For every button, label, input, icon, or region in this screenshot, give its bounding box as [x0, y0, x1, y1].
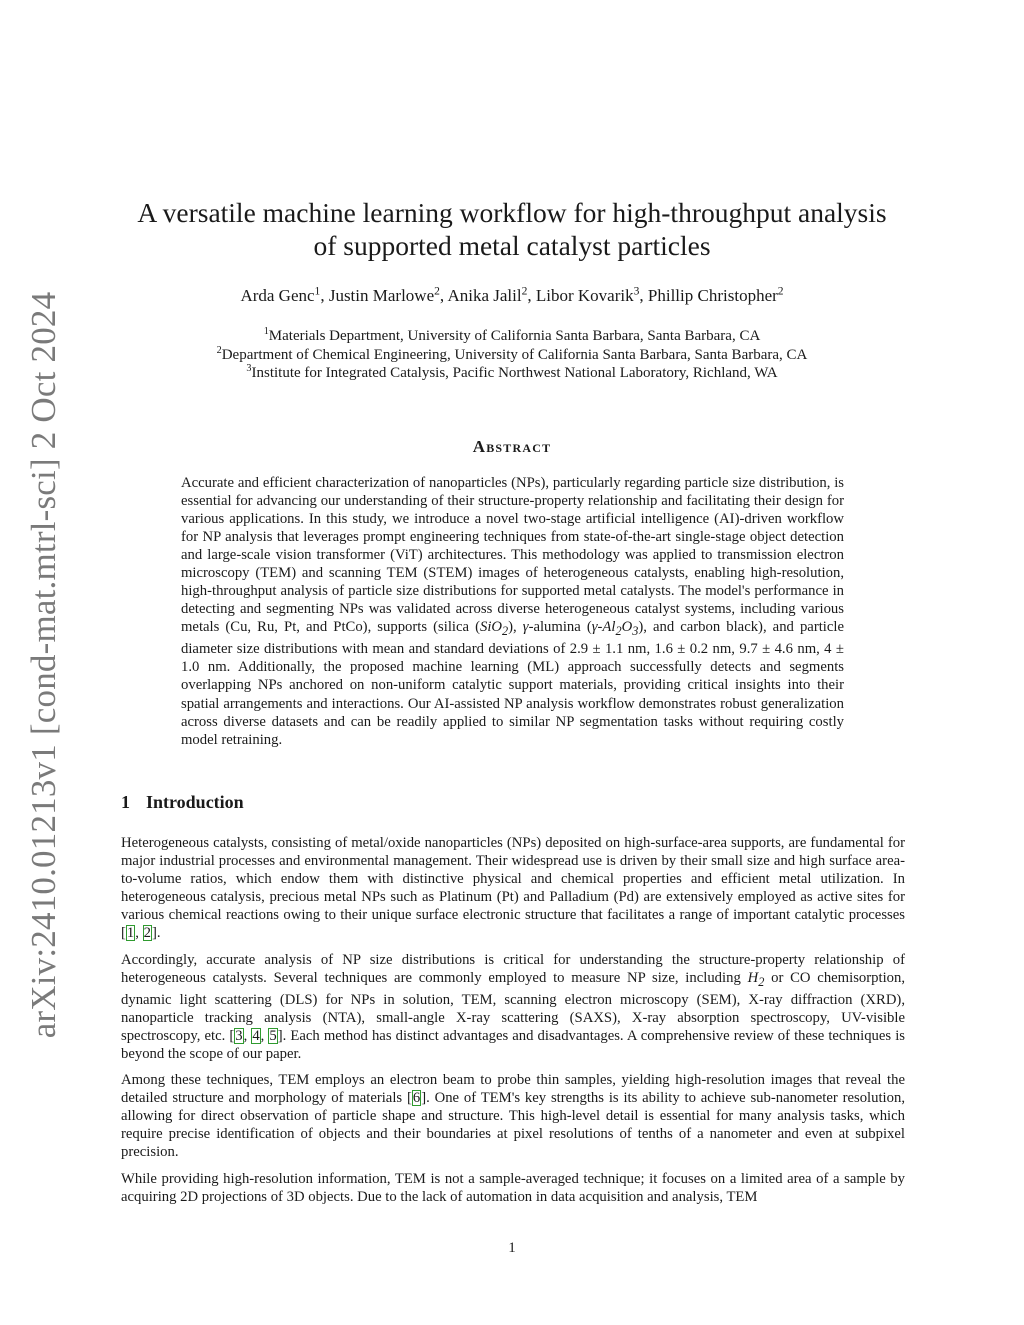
- paragraph-text-run: While providing high-resolution information, TEM is not a sample-averaged technique; it focuses on a limited area of a sample by acquiring 2D projections of 3D objects. Due to the lack of automation in data acquisition and analysis, TEM: [121, 1170, 905, 1205]
- math-symbol: H: [747, 969, 759, 986]
- author-name: Phillip Christopher: [647, 286, 778, 305]
- affiliation-text: Materials Department, University of California Santa Barbara, Santa Barbara, CA: [268, 328, 761, 344]
- paragraph-1: [121, 834, 905, 943]
- math-subscript: 2: [615, 624, 622, 639]
- paragraph-text-run: Accordingly, accurate analysis of NP size distributions is critical for understanding the structure-property relationship of heterogeneous catalysts. Several techniques are commonly employed to measure NP size, including: [121, 951, 905, 986]
- math-subscript: 3: [632, 624, 639, 639]
- arxiv-identifier: arXiv:2410.01213v1 [cond-mat.mtrl-sci] 2 Oct 2024: [24, 291, 63, 1039]
- citation-link[interactable]: 2: [143, 925, 151, 942]
- affiliation-line: [100, 346, 924, 365]
- section-title: Introduction: [146, 792, 244, 812]
- paragraph-text-run: ].: [151, 925, 161, 942]
- introduction-body: [121, 834, 905, 1214]
- author-affil-mark: 3: [633, 284, 640, 298]
- affiliation-text: Institute for Integrated Catalysis, Pacific Northwest National Laboratory, Richland, WA: [251, 365, 778, 381]
- paragraph-text-run: ,: [260, 1027, 269, 1044]
- math-gamma: γ: [522, 619, 529, 636]
- paragraph-text-run: Among these techniques, TEM employs an electron beam to probe thin samples, yielding high-resolution images that reveal the detailed structure and morphology of materials [: [121, 1072, 905, 1107]
- paragraph-text-run: ,: [243, 1027, 252, 1044]
- affiliation-line: [100, 327, 924, 346]
- author-affil-mark: 2: [434, 284, 440, 298]
- author-affil-mark: 2: [777, 284, 784, 298]
- paragraph-3: [121, 1071, 905, 1161]
- author-affil-mark: 1: [314, 284, 321, 298]
- paragraph-text-run: Heterogeneous catalysts, consisting of metal/oxide nanoparticles (NPs) deposited on high-surface-area supports, are fundamental for major industrial processes and environmental management. Their widespread use is driven by their small size and high surface area-to-volume ratios, which endow them with distinctive physical and chemical properties and efficient metal utilization. In heterogeneous catalysis, precious metal NPs such as Platinum (Pt) and Palladium (Pd) are extensively employed as active sites for various chemical reactions owing to their unique surface electronic structure that facilitates a range of important catalytic processes [: [121, 835, 905, 942]
- math-symbol: Al: [602, 619, 616, 636]
- paragraph-text-run: ]. Each method has distinct advantages and disadvantages. A comprehensive review of these techniques is beyond the scope of our paper.: [121, 1027, 906, 1062]
- math-gamma: γ: [591, 619, 598, 636]
- abstract-text-run: -alumina (: [528, 619, 592, 636]
- paragraph-text-run: or CO chemisorption, dynamic light scattering (DLS) for NPs in solution, TEM, scanning electron microscopy (SEM), X-ray diffraction (XRD), nanoparticle tracking analysis (NTA), small-angle X-ray scattering (SAXS), X-ray absorption spectroscopy, UV-visible spectroscopy, etc. [: [121, 969, 906, 1044]
- citation-link[interactable]: 6: [412, 1090, 421, 1107]
- paper-title: [100, 196, 924, 262]
- author-name: Libor Kovarik: [535, 286, 634, 305]
- author-list: Arda Genc$^1$, Justin Marlowe$^2$, Anika Jalil$^2$, Libor Kovarik$^3$, Phillip Christopher$^2$: [240, 284, 784, 305]
- title-line-1: A versatile machine learning workflow for high-throughput analysis: [137, 197, 887, 228]
- math-al2o3: [602, 619, 639, 639]
- abstract-heading: Abstract: [472, 437, 552, 456]
- affiliation-mark: 2: [216, 344, 222, 356]
- abstract-text: [181, 474, 844, 749]
- math-symbol: SiO: [479, 619, 503, 636]
- paragraph-text-run: ]. One of TEM's key strengths is its ability to achieve sub-nanometer resolution, allowing for direct observation of particle shape and structure. This high-level detail is essential for many analysis tasks, which require precise identification of objects and their boundaries at pixel resolutions of tenths of a nanometer and even at subpixel precision.: [121, 1090, 905, 1161]
- math-subscript: 2: [502, 624, 509, 639]
- math-h2: [747, 969, 765, 989]
- paragraph-4: [121, 1170, 905, 1206]
- section-number: 1: [121, 792, 130, 812]
- affiliation-line: [100, 364, 924, 383]
- page-number: 1: [508, 1240, 516, 1256]
- abstract-text-run: ),: [508, 619, 523, 636]
- affiliation-mark: 1: [263, 326, 269, 337]
- math-symbol: O: [621, 619, 633, 636]
- author-name: Anika Jalil: [447, 286, 522, 305]
- abstract-text-run: Accurate and efficient characterization of nanoparticles (NPs), particularly regarding particle size distribution, is essential for advancing our understanding of their structure-property relationship and facilitating their design for various applications. In this study, we introduce a novel two-stage artificial intelligence (AI)-driven workflow for NP analysis that leverages prompt engineering techniques from state-of-the-art single-stage object detection and large-scale vision transformer (ViT) architectures. This methodology was applied to transmission electron microscopy (TEM) and scanning TEM (STEM) images of heterogeneous catalysts, enabling high-resolution, high-throughput analysis of particle size distributions for supported metal catalysts. The model's performance in detecting and segmenting NPs was validated across diverse heterogeneous catalyst systems, including various metals (Cu, Ru, Pt, and PtCo), supports (silica (: [181, 475, 844, 636]
- paragraph-text-run: ,: [135, 925, 143, 942]
- title-line-2: of supported metal catalyst particles: [313, 230, 711, 261]
- citation-link[interactable]: 4: [252, 1027, 260, 1044]
- author-name: Justin Marlowe: [328, 286, 435, 305]
- author-name: Arda Genc: [240, 286, 315, 305]
- abstract-text-run: -: [597, 619, 603, 636]
- affiliation-text: Department of Chemical Engineering, University of California Santa Barbara, Santa Barbara, CA: [221, 346, 808, 363]
- affiliation-mark: 3: [246, 363, 252, 374]
- math-sio2: [479, 619, 509, 639]
- citation-link[interactable]: 1: [126, 925, 135, 942]
- math-subscript: 2: [758, 974, 765, 989]
- paragraph-2: [121, 951, 905, 1064]
- author-affil-mark: 2: [521, 284, 528, 298]
- affiliations: [100, 327, 924, 383]
- abstract-text-run: ), and carbon black), and particle diameter size distributions with mean and standard deviations of 2.9 ± 1.1 nm, 1.6 ± 0.2 nm, 9.7 ± 4.6 nm, 4 ± 1.0 nm. Additionally, the proposed machine learning (ML) approach successfully detects and segments overlapping NPs anchored on non-uniform catalytic support materials, providing critical insights into their spatial arrangements and interactions. Our AI-assisted NP analysis workflow demonstrates robust generalization across diverse datasets and can be readily applied to similar NP segmentation tasks without requiring costly model retraining.: [181, 619, 844, 748]
- section-heading-introduction: [121, 792, 244, 813]
- citation-link[interactable]: 5: [269, 1027, 277, 1044]
- citation-link[interactable]: 3: [235, 1027, 243, 1044]
